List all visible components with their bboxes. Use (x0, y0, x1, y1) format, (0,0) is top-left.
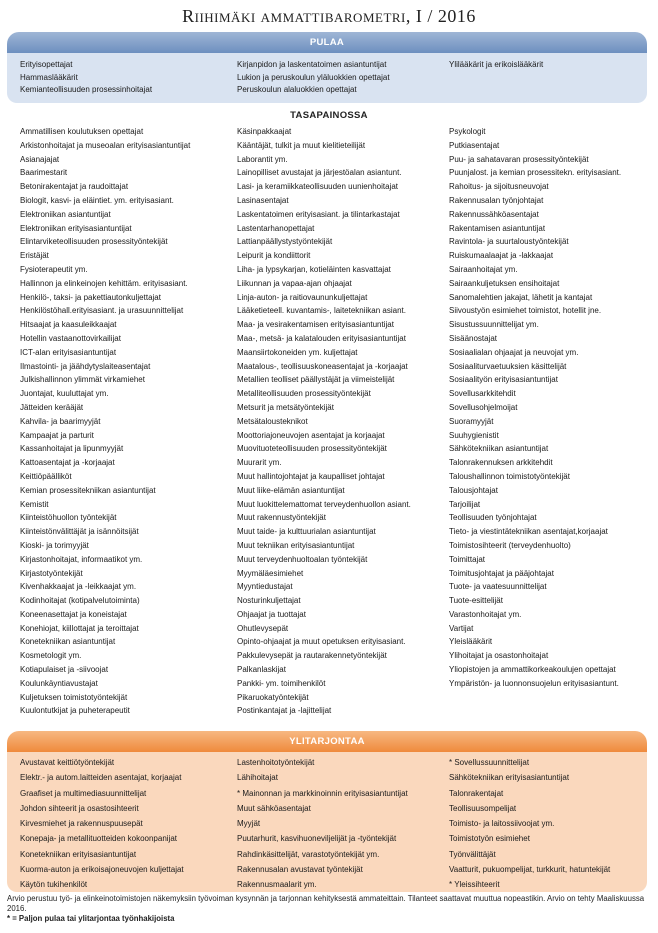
occupation-item: Sosiaaliturvaetuuksien käsittelijät (449, 361, 567, 371)
occupation-item: Rahoitus- ja sijoitusneuvojat (449, 182, 549, 192)
occupation-item: Rakentamisen asiantuntijat (449, 223, 546, 233)
ylitarjontaa-header: YLITARJONTAA (7, 731, 647, 752)
occupation-item: Kuulontutkijat ja puheterapeutit (20, 706, 130, 716)
footer-note: * = Paljon pulaa tai ylitarjontaa työnhakijoista (7, 914, 175, 923)
occupation-item: Suoramyyjät (449, 416, 494, 426)
occupation-item: ICT-alan erityisasiantuntijat (20, 347, 117, 357)
occupation-item: Metsurit ja metsätyöntekijät (237, 402, 334, 412)
occupation-item: Käsinpakkaajat (237, 127, 292, 136)
occupation-item: Kahvila- ja baarimyyjät (20, 416, 101, 426)
occupation-item: Muut tekniikan erityisasiantuntijat (237, 540, 355, 550)
occupation-item: Lukion ja peruskoulun yläluokkien opettajat (237, 72, 390, 82)
occupation-item: Ympäristön- ja luonnonsuojelun erityisasiantunt. (449, 678, 619, 688)
occupation-item: Nosturinkuljettajat (237, 596, 301, 606)
occupation-item: Johdon sihteerit ja osastosihteerit (20, 803, 139, 813)
occupation-item: Koulunkäyntiavustajat (20, 678, 98, 688)
occupation-item: Kattoasentajat ja -korjaajat (20, 458, 115, 468)
occupation-item: Maa-, metsä- ja kalatalouden erityisasiantuntijat (237, 333, 406, 343)
occupation-item: Sisäänostajat (449, 333, 498, 343)
pulaa-header: PULAA (7, 32, 647, 53)
occupation-item: Sanomalehtien jakajat, lähetit ja kantajat (449, 292, 593, 302)
occupation-item: Maansiirtokoneiden ym. kuljettajat (237, 347, 358, 357)
occupation-item: Sovellusarkkitehdit (449, 389, 516, 399)
occupation-item: Lääketieteell. kuvantamis-, laitetekniikan asiant. (237, 306, 406, 316)
ylitarjontaa-column-3 (449, 755, 653, 893)
occupation-item: Työnvälittäjät (449, 849, 496, 859)
occupation-item: Suuhygienistit (449, 430, 499, 440)
occupation-item: Moottoriajoneuvojen asentajat ja korjaajat (237, 430, 385, 440)
occupation-item: Lastentarhanopettajat (237, 223, 315, 233)
occupation-item: Muurarit ym. (237, 458, 282, 468)
occupation-item: Toimistotyön esimiehet (449, 834, 530, 844)
occupation-item: Ruiskumaalaajat ja -lakkaajat (449, 251, 554, 261)
occupation-item: Rakennussähköasentajat (449, 209, 539, 219)
occupation-item: Betonirakentajat ja raudoittajat (20, 182, 129, 192)
occupation-item: Hallinnon ja elinkeinojen kehittäm. erityisasiant. (20, 278, 188, 288)
occupation-item: Sähkötekniikan asiantuntijat (449, 444, 549, 454)
occupation-item: Siivoustyön esimiehet toimistot, hotellit jne. (449, 306, 602, 316)
ylitarjontaa-column-2 (237, 755, 447, 893)
tasapainossa-column-2 (237, 125, 447, 718)
occupation-item: Tieto- ja viestintätekniikan asentajat,korjaajat (449, 527, 608, 537)
occupation-item: Kassanhoitajat ja lipunmyyjät (20, 444, 124, 454)
occupation-item: Linja-auton- ja raitiovaununkuljettajat (237, 292, 368, 302)
occupation-item: Erityisopettajat (20, 60, 73, 69)
occupation-item: Ammatillisen koulutuksen opettajat (20, 127, 144, 136)
occupation-item: Sairaankuljetuksen ensihoitajat (449, 278, 560, 288)
ylitarjontaa-column-1 (20, 755, 232, 893)
occupation-item: Pikaruokatyöntekijät (237, 692, 309, 702)
occupation-item: Kemianteollisuuden prosessinhoitajat (20, 85, 153, 94)
occupation-item: Yliopistojen ja ammattikorkeakoulujen opettajat (449, 665, 616, 675)
occupation-item: Rakennusmaalarit ym. (237, 880, 317, 890)
occupation-item: Julkishallinnon ylimmät virkamiehet (20, 375, 145, 385)
occupation-item: Lasinasentajat (237, 195, 289, 205)
tasapainossa-column-1 (20, 125, 232, 718)
occupation-item: Liha- ja lypsykarjan, kotieläinten kasvattajat (237, 264, 391, 274)
pulaa-column-2 (237, 59, 447, 97)
occupation-item: Muut luokittelemattomat terveydenhuollon asiant. (237, 499, 411, 509)
occupation-item: * Sovellussuunnittelijat (449, 758, 530, 767)
occupation-item: Muut liike-elämän asiantuntijat (237, 485, 345, 495)
occupation-item: Elektroniikan asiantuntijat (20, 209, 111, 219)
occupation-item: Laborantit ym. (237, 154, 288, 164)
occupation-item: Muovituoteteollisuuden prosessityöntekijät (237, 444, 387, 454)
occupation-item: Taloushallinnon toimistotyöntekijät (449, 471, 570, 481)
occupation-item: Lasi- ja keramiikkateollisuuden uunienhoitajat (237, 182, 398, 192)
occupation-item: Baarimestarit (20, 168, 68, 178)
occupation-item: Rakennusalan avustavat työntekijät (237, 865, 363, 875)
occupation-item: Toimittajat (449, 554, 486, 564)
occupation-item: Muut hallintojohtajat ja kaupalliset johtajat (237, 471, 385, 481)
occupation-item: Hotellin vastaanottovirkailijat (20, 333, 121, 343)
occupation-item: Kemian prosessitekniikan asiantuntijat (20, 485, 156, 495)
occupation-item: Teollisuuden työnjohtajat (449, 513, 537, 523)
occupation-item: Peruskoulun alaluokkien opettajat (237, 85, 357, 94)
occupation-item: Kampaajat ja parturit (20, 430, 94, 440)
occupation-item: Kuorma-auton ja erikoisajoneuvojen kuljettajat (20, 865, 184, 875)
occupation-item: Hammaslääkärit (20, 72, 78, 82)
occupation-item: Lastenhoitotyöntekijät (237, 758, 315, 767)
occupation-item: Rakennusalan työnjohtajat (449, 195, 544, 205)
occupation-item: Kotiapulaiset ja -siivoojat (20, 665, 109, 675)
occupation-item: Putkiasentajat (449, 140, 500, 150)
occupation-item: Laskentatoimen erityisasiant. ja tilintarkastajat (237, 209, 400, 219)
occupation-item: Henkilöstöhall.erityisasiant. ja urasuunnittelijat (20, 306, 184, 316)
occupation-item: Puunjalost. ja kemian prosessitekn. erityisasiant. (449, 168, 622, 178)
occupation-item: Metallien teolliset päällystäjät ja viimeistelijät (237, 375, 395, 385)
occupation-item: Sisustussuunnittelijat ym. (449, 320, 539, 330)
occupation-item: Kirjastotyöntekijät (20, 568, 83, 578)
occupation-item: Arkistonhoitajat ja museoalan erityisasiantuntijat (20, 140, 191, 150)
occupation-item: Elintarviketeollisuuden prosessityöntekijät (20, 237, 168, 247)
occupation-item: Myyjät (237, 819, 261, 829)
occupation-item: Lattianpäällystystyöntekijät (237, 237, 333, 247)
occupation-item: Tarjoilijat (449, 499, 481, 509)
occupation-item: Talonrakentajat (449, 788, 504, 798)
occupation-item: Talousjohtajat (449, 485, 498, 495)
occupation-item: Ravintola- ja suurtaloustyöntekijät (449, 237, 569, 247)
occupation-item: Kuljetuksen toimistotyöntekijät (20, 692, 128, 702)
occupation-item: Asianajajat (20, 154, 60, 164)
occupation-item: Elektr.- ja autom.laitteiden asentajat, korjaajat (20, 773, 182, 783)
occupation-item: Tuote-esittelijät (449, 596, 503, 606)
footer-text: Arvio perustuu työ- ja elinkeinotoimistojen näkemyksiin työvoiman kysynnän ja tarjonnan kehityksestä ammateittain. Tilanteet saattavat muuttua nopeastikin. Arvio on tehty Maaliskuussa 2016. (7, 894, 645, 913)
occupation-item: Ohjaajat ja tuottajat (237, 609, 306, 619)
occupation-item: Kodinhoitajat (kotipalvelutoiminta) (20, 596, 140, 606)
occupation-item: Konepaja- ja metallituotteiden kokoonpanijat (20, 834, 177, 844)
footer (7, 894, 652, 924)
occupation-item: Konehiojat, kiillottajat ja teroittajat (20, 623, 139, 633)
occupation-item: Kemistit (20, 499, 49, 509)
occupation-item: Muut terveydenhuoltoalan työntekijät (237, 554, 368, 564)
occupation-item: Eristäjät (20, 251, 49, 261)
occupation-item: Rahdinkäsittelijät, varastotyöntekijät ym. (237, 849, 380, 859)
occupation-item: Graafiset ja multimediasuunnittelijat (20, 788, 147, 798)
occupation-item: Juontajat, kuuluttajat ym. (20, 389, 109, 399)
occupation-item: Metalliteollisuuden prosessityöntekijät (237, 389, 371, 399)
occupation-item: Kivenhakkaajat ja -leikkaajat ym. (20, 582, 137, 592)
page-title: Riihimäki ammattibarometri, I / 2016 (182, 6, 476, 26)
tasapainossa-header: TASAPAINOSSA (290, 110, 368, 121)
occupation-item: Konetekniikan asiantuntijat (20, 637, 116, 647)
tasapainossa-column-3 (449, 125, 653, 691)
occupation-item: Maa- ja vesirakentamisen erityisasiantuntijat (237, 320, 394, 330)
pulaa-column-1 (20, 59, 232, 97)
occupation-item: Palkanlaskijat (237, 665, 286, 675)
occupation-item: Tuote- ja vaatesuunnittelijat (449, 582, 547, 592)
occupation-item: Ilmastointi- ja jäähdytyslaiteasentajat (20, 361, 151, 371)
occupation-item: Fysioterapeutit ym. (20, 264, 88, 274)
occupation-item: Avustavat keittiötyöntekijät (20, 758, 115, 767)
occupation-item: Leipurit ja kondiittorit (237, 251, 311, 261)
occupation-item: * Yleissihteerit (449, 880, 500, 890)
occupation-item: Psykologit (449, 127, 486, 136)
occupation-item: Varastonhoitajat ym. (449, 609, 522, 619)
occupation-item: Vaatturit, pukuompelijat, turkkurit, hatuntekijät (449, 865, 611, 875)
occupation-item: Toimitusjohtajat ja pääjohtajat (449, 568, 554, 578)
occupation-item: * Mainonnan ja markkinoinnin erityisasiantuntijat (237, 788, 408, 798)
occupation-item: Puu- ja sahatavaran prosessityöntekijät (449, 154, 589, 164)
occupation-item: Ylihoitajat ja osastonhoitajat (449, 651, 549, 661)
occupation-item: Kiinteistöhuollon työntekijät (20, 513, 117, 523)
occupation-item: Konetekniikan erityisasiantuntijat (20, 849, 137, 859)
occupation-item: Sairaanhoitajat ym. (449, 264, 518, 274)
occupation-item: Muut sähköasentajat (237, 803, 311, 813)
occupation-item: Puutarhurit, kasvihuoneviljelijät ja -työntekijät (237, 834, 397, 844)
occupation-item: Kioski- ja torimyyjät (20, 540, 89, 550)
occupation-item: Toimisto- ja laitossiivoojat ym. (449, 819, 555, 829)
occupation-item: Talonrakennuksen arkkitehdit (449, 458, 553, 468)
occupation-item: Sovellusohjelmoijat (449, 402, 518, 412)
occupation-item: Hitsaajat ja kaasuleikkaajat (20, 320, 117, 330)
occupation-item: Metsätalousteknikot (237, 416, 308, 426)
occupation-item: Myymäläesimiehet (237, 568, 304, 578)
occupation-item: Myyntiedustajat (237, 582, 293, 592)
occupation-item: Pankki- ym. toimihenkilöt (237, 678, 326, 688)
occupation-item: Sosiaalityön erityisasiantuntijat (449, 375, 558, 385)
occupation-item: Elektroniikan erityisasiantuntijat (20, 223, 132, 233)
occupation-item: Käytön tukihenkilöt (20, 880, 88, 890)
occupation-item: Liikunnan ja vapaa-ajan ohjaajat (237, 278, 352, 288)
occupation-item: Maatalous-, teollisuuskoneasentajat ja -korjaajat (237, 361, 408, 371)
occupation-item: Toimistosihteerit (terveydenhuolto) (449, 540, 571, 550)
occupation-item: Biologit, kasvi- ja eläintiet. ym. erityisasiant. (20, 195, 174, 205)
occupation-item: Pakkulevysepät ja rautarakennetyöntekijät (237, 651, 387, 661)
occupation-item: Keittiöpäälliköt (20, 471, 72, 481)
occupation-item: Kirjastonhoitajat, informaatikot ym. (20, 554, 143, 564)
occupation-item: Lainopilliset avustajat ja järjestöalan asiantunt. (237, 168, 402, 178)
occupation-item: Jätteiden kerääjät (20, 402, 84, 412)
occupation-item: Koneenasettajat ja koneistajat (20, 609, 127, 619)
occupation-item: Kiinteistönvälittäjät ja isännöitsijät (20, 527, 139, 537)
occupation-item: Henkilö-, taksi- ja pakettiautonkuljettajat (20, 292, 161, 302)
occupation-item: Teollisuusompelijat (449, 803, 517, 813)
occupation-item: Opinto-ohjaajat ja muut opetuksen erityisasiant. (237, 637, 406, 647)
occupation-item: Kääntäjät, tulkit ja muut kielitieteilijät (237, 140, 366, 150)
occupation-item: Muut rakennustyöntekijät (237, 513, 326, 523)
occupation-item: Ylilääkärit ja erikoislääkärit (449, 60, 544, 69)
occupation-item: Kirjanpidon ja laskentatoimen asiantuntijat (237, 60, 387, 69)
occupation-item: Sähkötekniikan erityisasiantuntijat (449, 773, 570, 783)
occupation-item: Ohutlevysepät (237, 623, 289, 633)
occupation-item: Yleislääkärit (449, 637, 493, 647)
occupation-item: Kirvesmiehet ja rakennuspuusepät (20, 819, 143, 829)
occupation-item: Vartijat (449, 623, 474, 633)
pulaa-column-3 (449, 59, 653, 72)
occupation-item: Kosmetologit ym. (20, 651, 82, 661)
occupation-item: Muut taide- ja kulttuurialan asiantuntijat (237, 527, 376, 537)
occupation-item: Sosiaalialan ohjaajat ja neuvojat ym. (449, 347, 579, 357)
occupation-item: Postinkantajat ja -lajittelijat (237, 706, 332, 716)
occupation-item: Lähihoitajat (237, 773, 278, 783)
